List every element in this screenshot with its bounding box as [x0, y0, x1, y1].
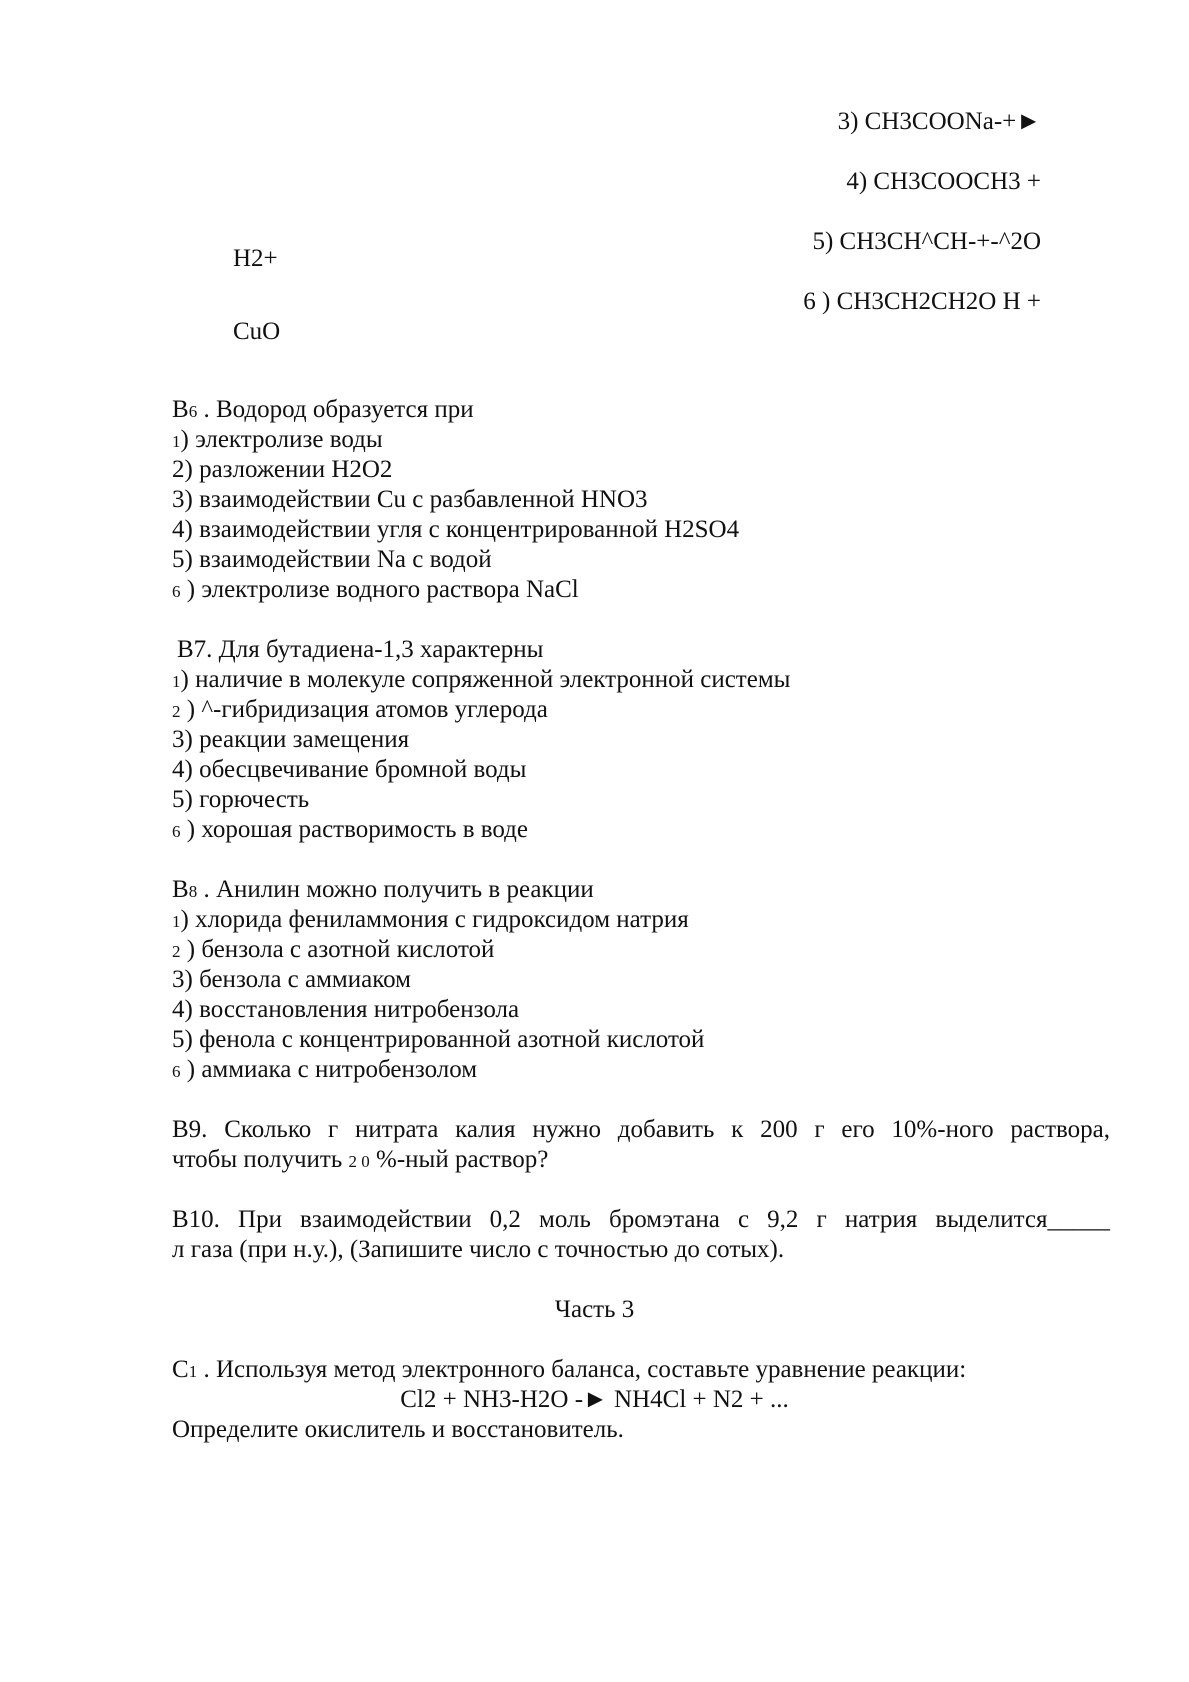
b8-option — [172, 994, 519, 1026]
option-number: 2 — [172, 456, 185, 483]
option-text: ) горючесть — [184, 786, 310, 813]
option-text: ) реакции замещения — [184, 726, 410, 753]
option-number: 6 — [172, 582, 181, 601]
section-heading-part3: Часть 3 — [554, 1296, 635, 1323]
option-number: 4 — [172, 516, 185, 543]
percent-number: 2 0 — [348, 1152, 370, 1171]
b8-option — [172, 1054, 477, 1088]
option-number: 4 — [172, 996, 185, 1023]
fragment-cuo: CuO — [233, 318, 281, 345]
option-text: ) хорошая растворимость в воде — [180, 816, 528, 843]
option-text: ) взаимодействии Na с водой — [184, 546, 492, 573]
fragment-option-3: 3) CH3COONa-+► — [837, 108, 1041, 135]
question-c1-title — [172, 1354, 966, 1388]
option-number: 6 — [172, 1062, 181, 1081]
option-text: ) восстановления нитробензола — [184, 996, 520, 1023]
question-b10-line2: л газа (при н.у.), (Запишите число с точностью до сотых). — [172, 1236, 785, 1263]
question-number: 1 — [188, 1362, 198, 1381]
option-text: ) наличие в молекуле сопряженной электронной системы — [180, 666, 791, 693]
b6-option — [172, 454, 392, 486]
option-text: ) хлорида фениламмония с гидроксидом натрия — [180, 906, 689, 933]
option-number: 1 — [172, 432, 181, 451]
option-text: ) фенола с концентрированной азотной кислотой — [184, 1026, 705, 1053]
option-number: 5 — [172, 786, 185, 813]
question-c1-task: Определите окислитель и восстановитель. — [172, 1416, 624, 1443]
question-text: чтобы получить — [172, 1146, 349, 1173]
question-prefix: B — [172, 396, 189, 423]
b7-option — [172, 814, 528, 848]
b6-option — [172, 514, 739, 546]
option-text: ) электролизе воды — [180, 426, 383, 453]
b8-option — [172, 904, 689, 938]
option-text: ) разложении H2O2 — [184, 456, 393, 483]
option-number: 3 — [172, 486, 185, 513]
option-number: 2 — [172, 942, 181, 961]
b6-option — [172, 424, 383, 458]
b7-option — [172, 784, 309, 816]
b7-option — [172, 694, 548, 728]
option-text: ) обесцвечивание бромной воды — [184, 756, 527, 783]
question-prefix: B — [172, 876, 189, 903]
option-number: 1 — [172, 912, 181, 931]
question-b6-title — [172, 394, 474, 428]
b7-option — [172, 754, 526, 786]
b6-option — [172, 544, 492, 576]
option-text: ) бензола с аммиаком — [184, 966, 411, 993]
b7-option — [172, 724, 409, 756]
option-text: ) бензола с азотной кислотой — [180, 936, 495, 963]
question-text: %-ный раствор? — [369, 1146, 549, 1173]
option-number: 4 — [172, 756, 185, 783]
question-text: . Анилин можно получить в реакции — [197, 876, 594, 903]
question-b10-line1 — [172, 1204, 1110, 1236]
option-number: 6 — [172, 822, 181, 841]
question-b10-text: B10. При взаимодействии 0,2 моль бромэтана с 9,2 г натрия выделится_____ — [172, 1206, 1110, 1233]
option-text: ) взаимодействии Cu с разбавленной HNO3 — [184, 486, 648, 513]
question-number: 6 — [188, 402, 198, 421]
option-number: 5 — [172, 546, 185, 573]
fragment-option-5: 5) CH3CH^CH-+-^2O — [812, 228, 1041, 255]
option-number: 3 — [172, 966, 185, 993]
b8-option — [172, 934, 494, 968]
option-text: ) электролизе водного раствора NaCl — [180, 576, 579, 603]
question-b9-line1 — [172, 1114, 1110, 1146]
b7-option — [172, 664, 790, 698]
question-text: . Водород образуется при — [197, 396, 474, 423]
reaction-equation: Cl2 + NH3-H2O -► NH4Cl + N2 + ... — [400, 1386, 789, 1413]
question-b9-line2 — [172, 1144, 548, 1178]
question-b7-title: B7. Для бутадиена-1,3 характерны — [177, 636, 544, 663]
option-number: 3 — [172, 726, 185, 753]
b8-option — [172, 964, 411, 996]
question-b9-text: B9. Сколько г нитрата калия нужно добавить к 200 г его 10%-ного раствора, — [172, 1116, 1110, 1143]
b6-option — [172, 574, 579, 608]
fragment-h2: H2+ — [233, 245, 278, 272]
option-text: ) взаимодействии угля с концентрированной H2SO4 — [184, 516, 740, 543]
fragment-option-6: 6 ) CH3CH2CH2O H + — [803, 288, 1041, 315]
question-text: . Используя метод электронного баланса, составьте уравнение реакции: — [197, 1356, 967, 1383]
option-number: 1 — [172, 672, 181, 691]
option-text: ) ^-гибридизация атомов углерода — [180, 696, 548, 723]
option-number: 5 — [172, 1026, 185, 1053]
option-number: 2 — [172, 702, 181, 721]
question-prefix: C — [172, 1356, 189, 1383]
question-b8-title — [172, 874, 594, 908]
question-number: 8 — [188, 882, 198, 901]
b8-option — [172, 1024, 704, 1056]
option-text: ) аммиака с нитробензолом — [180, 1056, 478, 1083]
b6-option — [172, 484, 648, 516]
fragment-option-4: 4) CH3COOCH3 + — [846, 168, 1041, 195]
